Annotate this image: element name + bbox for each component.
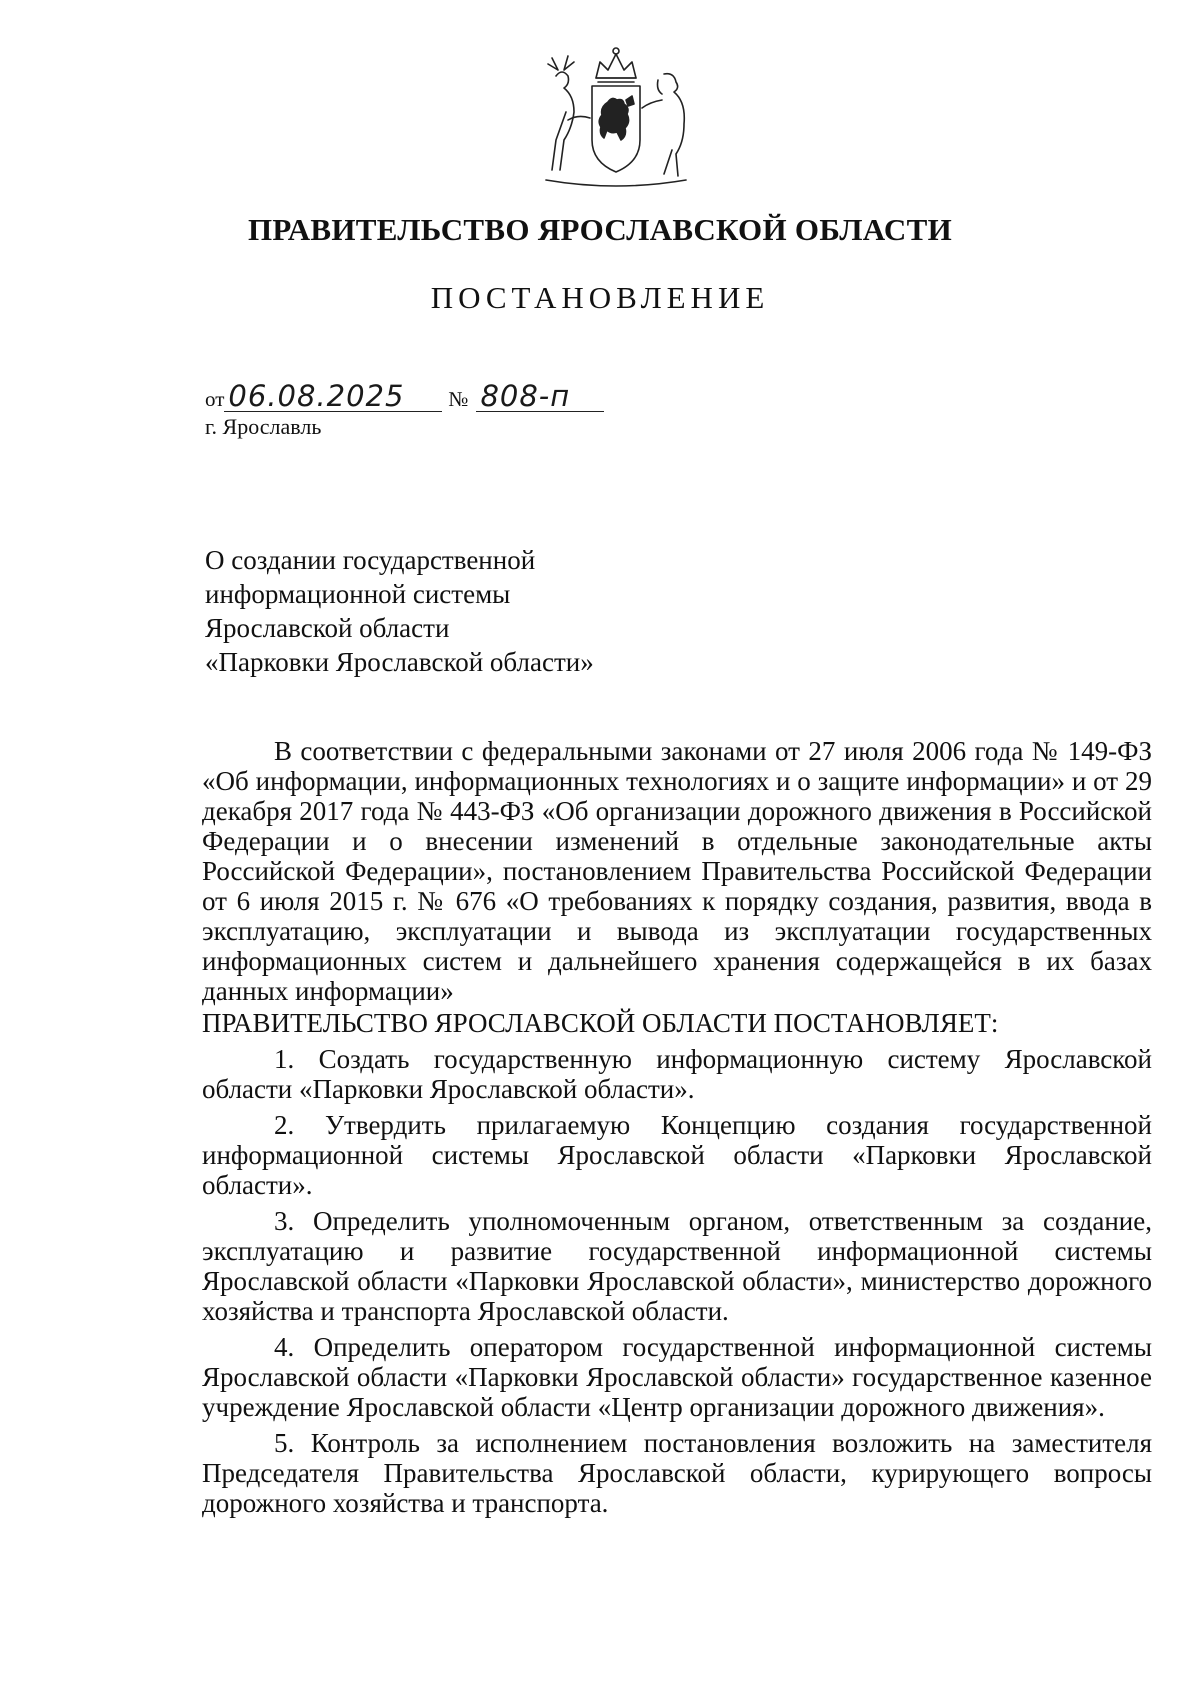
subject-line: информационной системы xyxy=(205,579,511,609)
subject-line: О создании государственной xyxy=(205,545,536,575)
date-label: от xyxy=(205,387,225,411)
document-meta xyxy=(205,378,604,440)
clause-paragraph: 2. Утвердить прилагаемую Концепцию создания государственной информационной системы Ярославской области «Парковки Ярославской области». xyxy=(202,1110,1152,1200)
number-value: 808-п xyxy=(476,381,604,412)
document-body xyxy=(202,736,1152,1518)
org-title: ПРАВИТЕЛЬСТВО ЯРОСЛАВСКОЙ ОБЛАСТИ xyxy=(248,212,952,247)
city: г. Ярославль xyxy=(205,414,322,439)
document-type: ПОСТАНОВЛЕНИЕ xyxy=(430,280,770,315)
coat-of-arms-icon xyxy=(538,40,694,190)
preamble-paragraph: В соответствии с федеральными законами от 27 июля 2006 года № 149-ФЗ «Об информации, информационных технологиях и о защите информации» и от 29 декабря 2017 года № 443-ФЗ «Об организации дорожного движения в Российской Федерации и о внесении изменений в отдельные законодательные акты Российской Федерации», постановлением Правительства Российской Федерации от 6 июля 2015 г. № 676 «О требованиях к порядку создания, развития, ввода в эксплуатацию, эксплуатации и вывода из эксплуатации государственных информационных систем и дальнейшего хранения содержащейся в их базах данных информации» xyxy=(202,736,1152,1006)
date-number-row xyxy=(205,378,604,412)
date-value: 06.08.2025 xyxy=(224,381,442,412)
clause-paragraph: 3. Определить уполномоченным органом, ответственным за создание, эксплуатацию и развитие государственной информационной системы Ярославской области «Парковки Ярославской области», министерство дорожного хозяйства и транспорта Ярославской области. xyxy=(202,1206,1152,1326)
clause-paragraph: 5. Контроль за исполнением постановления возложить на заместителя Председателя Правительства Ярославской области, курирующего вопросы дорожного хозяйства и транспорта. xyxy=(202,1428,1152,1518)
subject-title xyxy=(205,543,765,679)
number-label: № xyxy=(448,387,469,411)
clause-paragraph: 4. Определить оператором государственной информационной системы Ярославской области «Парковки Ярославской области» государственное казенное учреждение Ярославской области «Центр организации дорожного движения». xyxy=(202,1332,1152,1422)
subject-line: «Парковки Ярославской области» xyxy=(205,647,594,677)
clause-paragraph: 1. Создать государственную информационную систему Ярославской области «Парковки Ярославской области». xyxy=(202,1044,1152,1104)
resolve-line: ПРАВИТЕЛЬСТВО ЯРОСЛАВСКОЙ ОБЛАСТИ ПОСТАНОВЛЯЕТ: xyxy=(202,1008,999,1038)
subject-line: Ярославской области xyxy=(205,613,450,643)
